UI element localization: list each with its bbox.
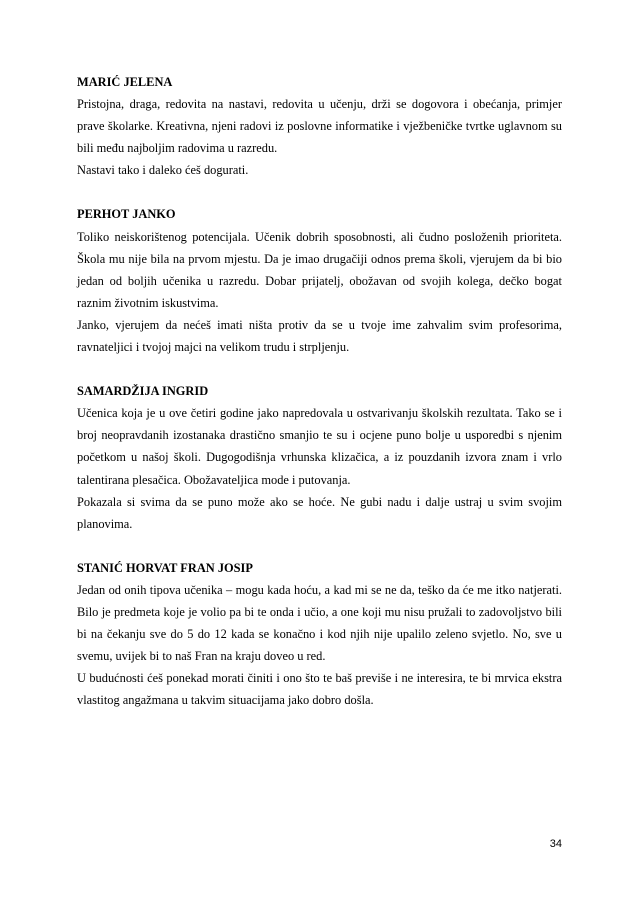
entry-paragraph: Jedan od onih tipova učenika – mogu kada hoću, a kad mi se ne da, teško da će me itko natjerati. Bilo je predmeta koje je volio pa bi te onda i učio, a one koji mu nisu pružali to zadovoljstvo bili bi na čekanju sve do 5 do 12 kada se konačno i kod njih nije upalilo zeleno svjetlo. No, sve u svemu, uvijek bi to naš Fran na kraju doveo u red. bbox=[77, 582, 562, 664]
entry-paragraph: Nastavi tako i daleko ćeš dogurati. bbox=[77, 163, 249, 178]
page-number: 34 bbox=[549, 838, 562, 850]
student-entry-samardzija-ingrid bbox=[77, 380, 562, 535]
entry-paragraph: U budućnosti ćeš ponekad morati činiti i ono što te baš previše i ne interesira, te bi mrvica ekstra vlastitog angažmana u takvim situacijama jako dobro došla. bbox=[77, 671, 562, 708]
student-name: SAMARDŽIJA INGRID bbox=[77, 384, 209, 399]
page-content bbox=[77, 71, 562, 733]
student-name: MARIĆ JELENA bbox=[77, 75, 173, 89]
student-entry-stanic-horvat-fran-josip bbox=[77, 557, 562, 712]
student-name: STANIĆ HORVAT FRAN JOSIP bbox=[77, 560, 253, 575]
entry-paragraph: Toliko neiskorištenog potencijala. Učenik dobrih sposobnosti, ali čudno posloženih prioriteta. Škola mu nije bila na prvom mjestu. Da je imao drugačiji odnos prema školi, vjerujem da bi bio jedan od boljih učenika u razredu. Dobar prijatelj, obožavan od svojih kolega, dečko bogat raznim životnim iskustvima. bbox=[77, 229, 562, 310]
entry-paragraph: Učenica koja je u ove četiri godine jako napredovala u ostvarivanju školskih rezultata. Tako se i broj neopravdanih izostanaka drastično smanjio te su i ocjene puno bolje u usporedbi s njenim početkom u našoj školi. Dugogodišnja vrhunska klizačica, a iz pouzdanih izvora znam i vrlo talentirana plesačica. Obožavateljica mode i putovanja. bbox=[77, 406, 562, 487]
student-name: PERHOT JANKO bbox=[77, 207, 176, 222]
entry-paragraph: Janko, vjerujem da nećeš imati ništa protiv da se u tvoje ime zahvalim svim profesorima, ravnateljici i tvojoj majci na velikom trudu i strpljenju. bbox=[77, 317, 562, 355]
student-entry-maric-jelena bbox=[77, 71, 562, 181]
student-entry-perhot-janko bbox=[77, 203, 562, 358]
entry-paragraph: Pristojna, draga, redovita na nastavi, redovita u učenju, drži se dogovora i obećanja, primjer prave školarke. Kreativna, njeni radovi iz poslovne informatike i vježbeničke tvrtke uglavnom su bili među najboljim radovima u razredu. bbox=[77, 97, 562, 156]
entry-paragraph: Pokazala si svima da se puno može ako se hoće. Ne gubi nadu i dalje ustraj u svim svojim planovima. bbox=[77, 494, 562, 531]
